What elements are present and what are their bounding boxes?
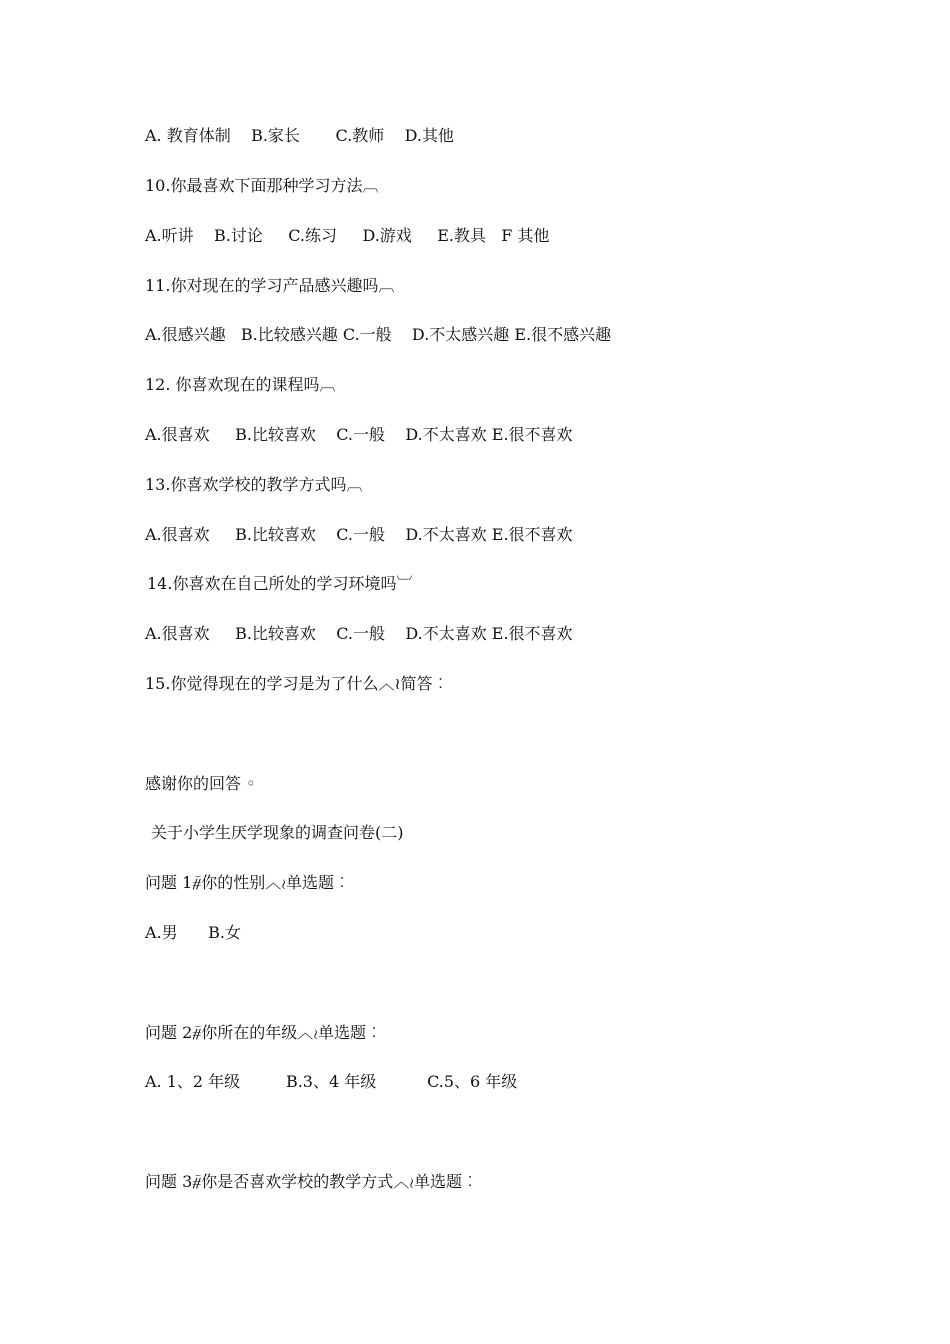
q12-question: 12. 你喜欢现在的课程吗︹ [145, 375, 336, 394]
q13-options: A.很喜欢 B.比较喜欢 C.一般 D.不太喜欢 E.很不喜欢 [145, 525, 573, 544]
thanks-text: 感谢你的回答 ◦ [145, 774, 256, 793]
question-3: 问题 3⧤你是否喜欢学校的教学方式︿≀单选题︰ [145, 1172, 479, 1191]
q11-question: 11.你对现在的学习产品感兴趣吗︹ [145, 276, 395, 295]
q14-options: A.很喜欢 B.比较喜欢 C.一般 D.不太喜欢 E.很不喜欢 [145, 624, 573, 643]
questionnaire-title: 关于小学生厌学现象的调查问卷(二) [151, 823, 404, 842]
q10-question: 10.你最喜欢下面那种学习方法︹ [145, 176, 379, 195]
q11-options: A.很感兴趣 B.比较感兴趣 C.一般 D.不太感兴趣 E.很不感兴趣 [145, 325, 612, 344]
q9-options: A. 教育体制 B.家长 C.教师 D.其他 [145, 126, 454, 145]
question-1: 问题 1⧤你的性别︿≀单选题︰ [145, 873, 351, 892]
question-1-options: A.男 B.女 [145, 923, 242, 942]
question-2-options: A. 1、2 年级 B.3、4 年级 C.5、6 年级 [145, 1072, 518, 1091]
q12-options: A.很喜欢 B.比较喜欢 C.一般 D.不太喜欢 E.很不喜欢 [145, 425, 573, 444]
q10-options: A.听讲 B.讨论 C.练习 D.游戏 E.教具 F 其他 [145, 226, 550, 245]
question-2: 问题 2⧤你所在的年级︿≀单选题︰ [145, 1023, 383, 1042]
q14-question: 14.你喜欢在自己所处的学习环境吗︺ [147, 574, 413, 593]
q13-question: 13.你喜欢学校的教学方式吗︹ [145, 475, 363, 494]
q15-question: 15.你觉得现在的学习是为了什么︿≀简答︰ [145, 674, 449, 693]
